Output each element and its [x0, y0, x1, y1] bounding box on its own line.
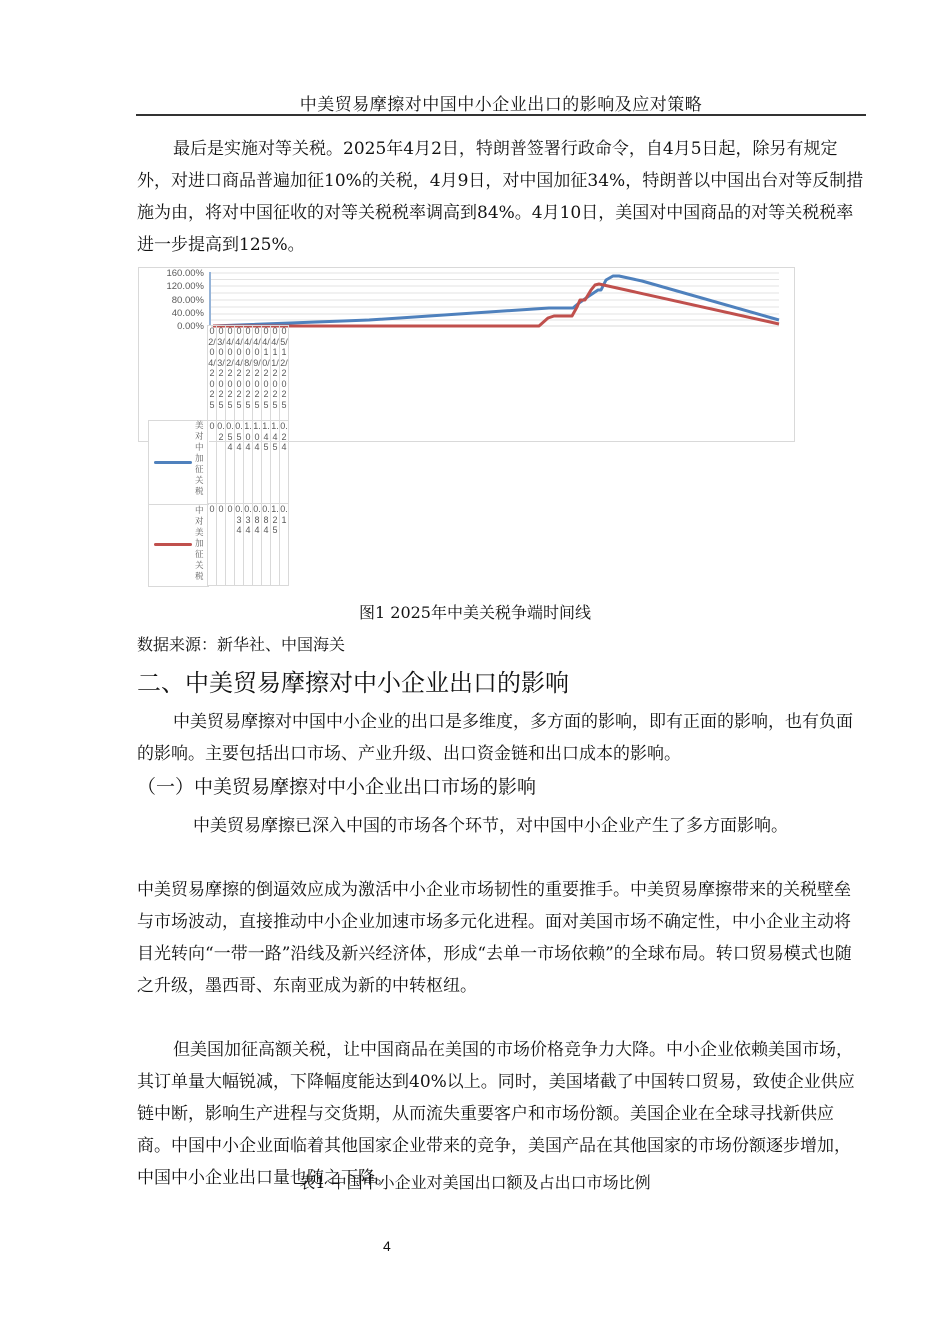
paragraph-overview: 中美贸易摩擦对中国中小企业的出口是多维度，多方面的影响，即有正面的影响，也有负面的影响。主要包括出口市场、产业升级、出口资金链和出口成本的影响。 — [137, 712, 853, 764]
data-cell: 0 — [226, 504, 235, 586]
data-cell: 0 — [217, 504, 226, 586]
running-header: 中美贸易摩擦对中国中小企业出口的影响及应对策略 — [299, 95, 703, 115]
section-heading: 二、中美贸易摩擦对中小企业出口的影响 — [137, 669, 569, 697]
data-cell: 1.45 — [262, 421, 271, 504]
paragraph-intro: 中美贸易摩擦已深入中国的市场各个环节，对中国中小企业产生了多方面影响。 — [193, 816, 788, 836]
category-label: 04/09/2025 — [253, 326, 262, 421]
subsection-heading: （一）中美贸易摩擦对中小企业出口市场的影响 — [137, 776, 537, 798]
data-cell: 1.25 — [271, 504, 280, 586]
data-cell: 0 — [208, 421, 217, 504]
category-label: 04/08/2025 — [244, 326, 253, 421]
data-cell: 0.54 — [226, 421, 235, 504]
legend-swatch-china — [154, 543, 192, 546]
data-cell: 0.2 — [217, 421, 226, 504]
legend-swatch-us — [154, 461, 192, 464]
data-cell: 0.24 — [280, 421, 289, 504]
legend-label-china: 中对美加征关税 — [195, 506, 204, 582]
data-cell: 0.1 — [280, 504, 289, 586]
y-tick: 0.00% — [177, 321, 204, 332]
y-tick: 160.00% — [166, 268, 204, 279]
header-rule — [136, 114, 866, 116]
category-label: 03/03/2025 — [217, 326, 226, 421]
paragraph-reciprocal-tariffs: 最后是实施对等关税。2025年4月2日，特朗普签署行政命令，自4月5日起，除另有规定外，对进口商品普遍加征10%的关税，4月9日，对中国加征34%，特朗普以中国出台对等反制措施为由，将对中国征收的对等关税税率调高到84%。4月10日，美国对中国商品的对等关税税率进一步提高到125%。 — [137, 139, 864, 255]
category-label: 04/10/2025 — [262, 326, 271, 421]
y-tick: 80.00% — [171, 295, 204, 306]
page-number: 4 — [383, 1238, 391, 1254]
legend-divider — [149, 504, 209, 505]
category-label: 02/04/2025 — [208, 326, 217, 421]
data-cell: 0 — [208, 504, 217, 586]
data-cell: 0.54 — [235, 421, 244, 504]
paragraph-negative-effects: 但美国加征高额关税，让中国商品在美国的市场价格竞争力大降。中小企业依赖美国市场，其订单量大幅锐减，下降幅度能达到40%以上。同时，美国堵截了中国转口贸易，致使企业供应链中断，影响生产进程与交货期，从而流失重要客户和市场份额。美国企业在全球寻找新供应商。中国中小企业面临着其他国家企业带来的竞争，美国产品在其他国家的市场份额逐步增加，中国中小企业出口量也随之下降。 — [137, 1040, 855, 1188]
data-cell: 0.34 — [244, 504, 253, 586]
series-us-on-china — [213, 276, 779, 326]
chart-legend-box — [148, 420, 209, 587]
data-cell: 0.34 — [235, 504, 244, 586]
category-label: 04/11/2025 — [271, 326, 280, 421]
y-tick: 120.00% — [166, 281, 204, 292]
legend-label-us: 美对中加征关税 — [195, 421, 204, 497]
paragraph-positive-effects: 中美贸易摩擦的倒逼效应成为激活中小企业市场韧性的重要推手。中美贸易摩擦带来的关税壁垒与市场波动，直接推动中小企业加速市场多元化进程。面对美国市场不确定性，中小企业主动将目光转向“一带一路”沿线及新兴经济体，形成“去单一市场依赖”的全球布局。转口贸易模式也随之升级，墨西哥、东南亚成为新的中转枢纽。 — [137, 880, 852, 996]
data-cell: 1.04 — [253, 421, 262, 504]
category-label: 05/12/2025 — [280, 326, 289, 421]
figure-caption: 图1 2025年中美关税争端时间线 — [359, 603, 591, 622]
chart-data-table — [207, 325, 289, 586]
category-label: 04/02/2025 — [226, 326, 235, 421]
category-label: 04/04/2025 — [235, 326, 244, 421]
y-tick: 40.00% — [171, 308, 204, 319]
data-source: 数据来源：新华社、中国海关 — [137, 635, 346, 654]
data-cell: 1.45 — [271, 421, 280, 504]
data-cell: 0.84 — [253, 504, 262, 586]
table-caption: 表1 中国中小企业对美国出口额及占出口市场比例 — [299, 1173, 651, 1192]
data-cell: 0.84 — [262, 504, 271, 586]
data-cell: 1.04 — [244, 421, 253, 504]
